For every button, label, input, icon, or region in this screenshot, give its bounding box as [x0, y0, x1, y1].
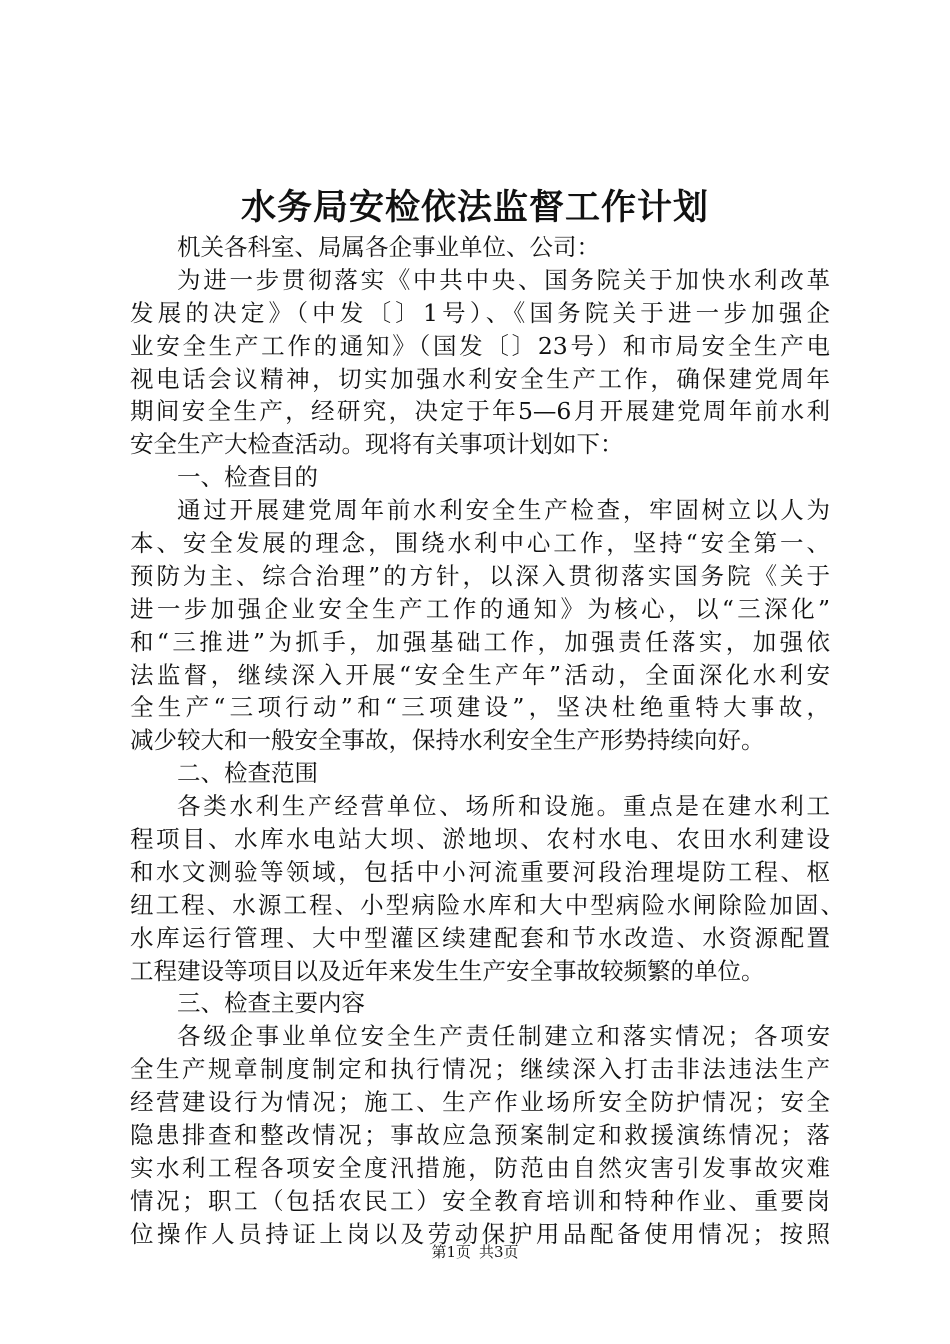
paragraph-line: 期间安全生产，经研究，决定于年5—6月开展建党周年前水利 [130, 397, 830, 426]
paragraph-line: 全生产“三项行动”和“三项建设”，坚决杜绝重特大事故， [130, 693, 830, 722]
page-number: 第1页 [431, 1243, 471, 1261]
paragraph-line: 视电话会议精神，切实加强水利安全生产工作，确保建党周年 [130, 364, 830, 393]
paragraph-line: 预防为主、综合治理”的方针，以深入贯彻落实国务院《关于 [130, 561, 830, 590]
page-total: 共3页 [479, 1243, 519, 1261]
paragraph-line: 和“三推进”为抓手，加强基础工作，加强责任落实，加强依 [130, 627, 830, 656]
paragraph-line: 经营建设行为情况；施工、生产作业场所安全防护情况；安全 [130, 1088, 830, 1117]
paragraph-line: 安全生产大检查活动。现将有关事项计划如下： [130, 430, 624, 459]
paragraph-line: 进一步加强企业安全生产工作的通知》为核心，以“三深化” [130, 594, 830, 623]
paragraph-line: 工程建设等项目以及近年来发生生产安全事故较频繁的单位。 [130, 956, 765, 985]
paragraph-line: 实水利工程各项安全度汛措施，防范由自然灾害引发事故灾难 [130, 1153, 830, 1182]
section-heading: 二、检查范围 [177, 759, 318, 788]
paragraph-line: 隐患排查和整改情况；事故应急预案制定和救援演练情况；落 [130, 1121, 830, 1150]
paragraph-line: 和水文测验等领域，包括中小河流重要河段治理堤防工程、枢 [130, 857, 830, 886]
paragraph-line: 本、安全发展的理念，围绕水利中心工作，坚持“安全第一、 [130, 529, 830, 558]
paragraph-line: 水库运行管理、大中型灌区续建配套和节水改造、水资源配置 [130, 923, 830, 952]
paragraph-line: 减少较大和一般安全事故，保持水利安全生产形势持续向好。 [130, 726, 765, 755]
salutation-line: 机关各科室、局属各企事业单位、公司： [177, 233, 600, 261]
paragraph-line: 法监督，继续深入开展“安全生产年”活动，全面深化水利安 [130, 660, 830, 689]
paragraph-line: 发展的决定》（中发〔〕1号）、《国务院关于进一步加强企 [130, 298, 830, 327]
paragraph-line: 情况；职工（包括农民工）安全教育培训和特种作业、重要岗 [130, 1186, 830, 1215]
document-body [130, 231, 844, 1251]
paragraph-line: 通过开展建党周年前水利安全生产检查，牢固树立以人为 [177, 496, 830, 525]
paragraph-line: 位操作人员持证上岗以及劳动保护用品配备使用情况；按照 [130, 1219, 830, 1248]
paragraph-line: 纽工程、水源工程、小型病险水库和大中型病险水闸除险加固、 [130, 890, 844, 919]
paragraph-line: 程项目、水库水电站大坝、淤地坝、农村水电、农田水利建设 [130, 825, 830, 854]
document-title: 水务局安检依法监督工作计划 [240, 187, 709, 228]
paragraph-line: 业安全生产工作的通知》（国发〔〕23号）和市局安全生产电 [130, 331, 830, 360]
paragraph-line: 为进一步贯彻落实《中共中央、国务院关于加快水利改革 [177, 265, 830, 294]
paragraph-line: 各类水利生产经营单位、场所和设施。重点是在建水利工 [177, 792, 830, 821]
paragraph-line: 全生产规章制度制定和执行情况；继续深入打击非法违法生产 [130, 1055, 830, 1084]
paragraph-line: 各级企事业单位安全生产责任制建立和落实情况；各项安 [177, 1022, 830, 1051]
section-heading: 一、检查目的 [177, 463, 318, 492]
section-heading: 三、检查主要内容 [177, 989, 365, 1018]
page-footer [0, 1242, 950, 1262]
